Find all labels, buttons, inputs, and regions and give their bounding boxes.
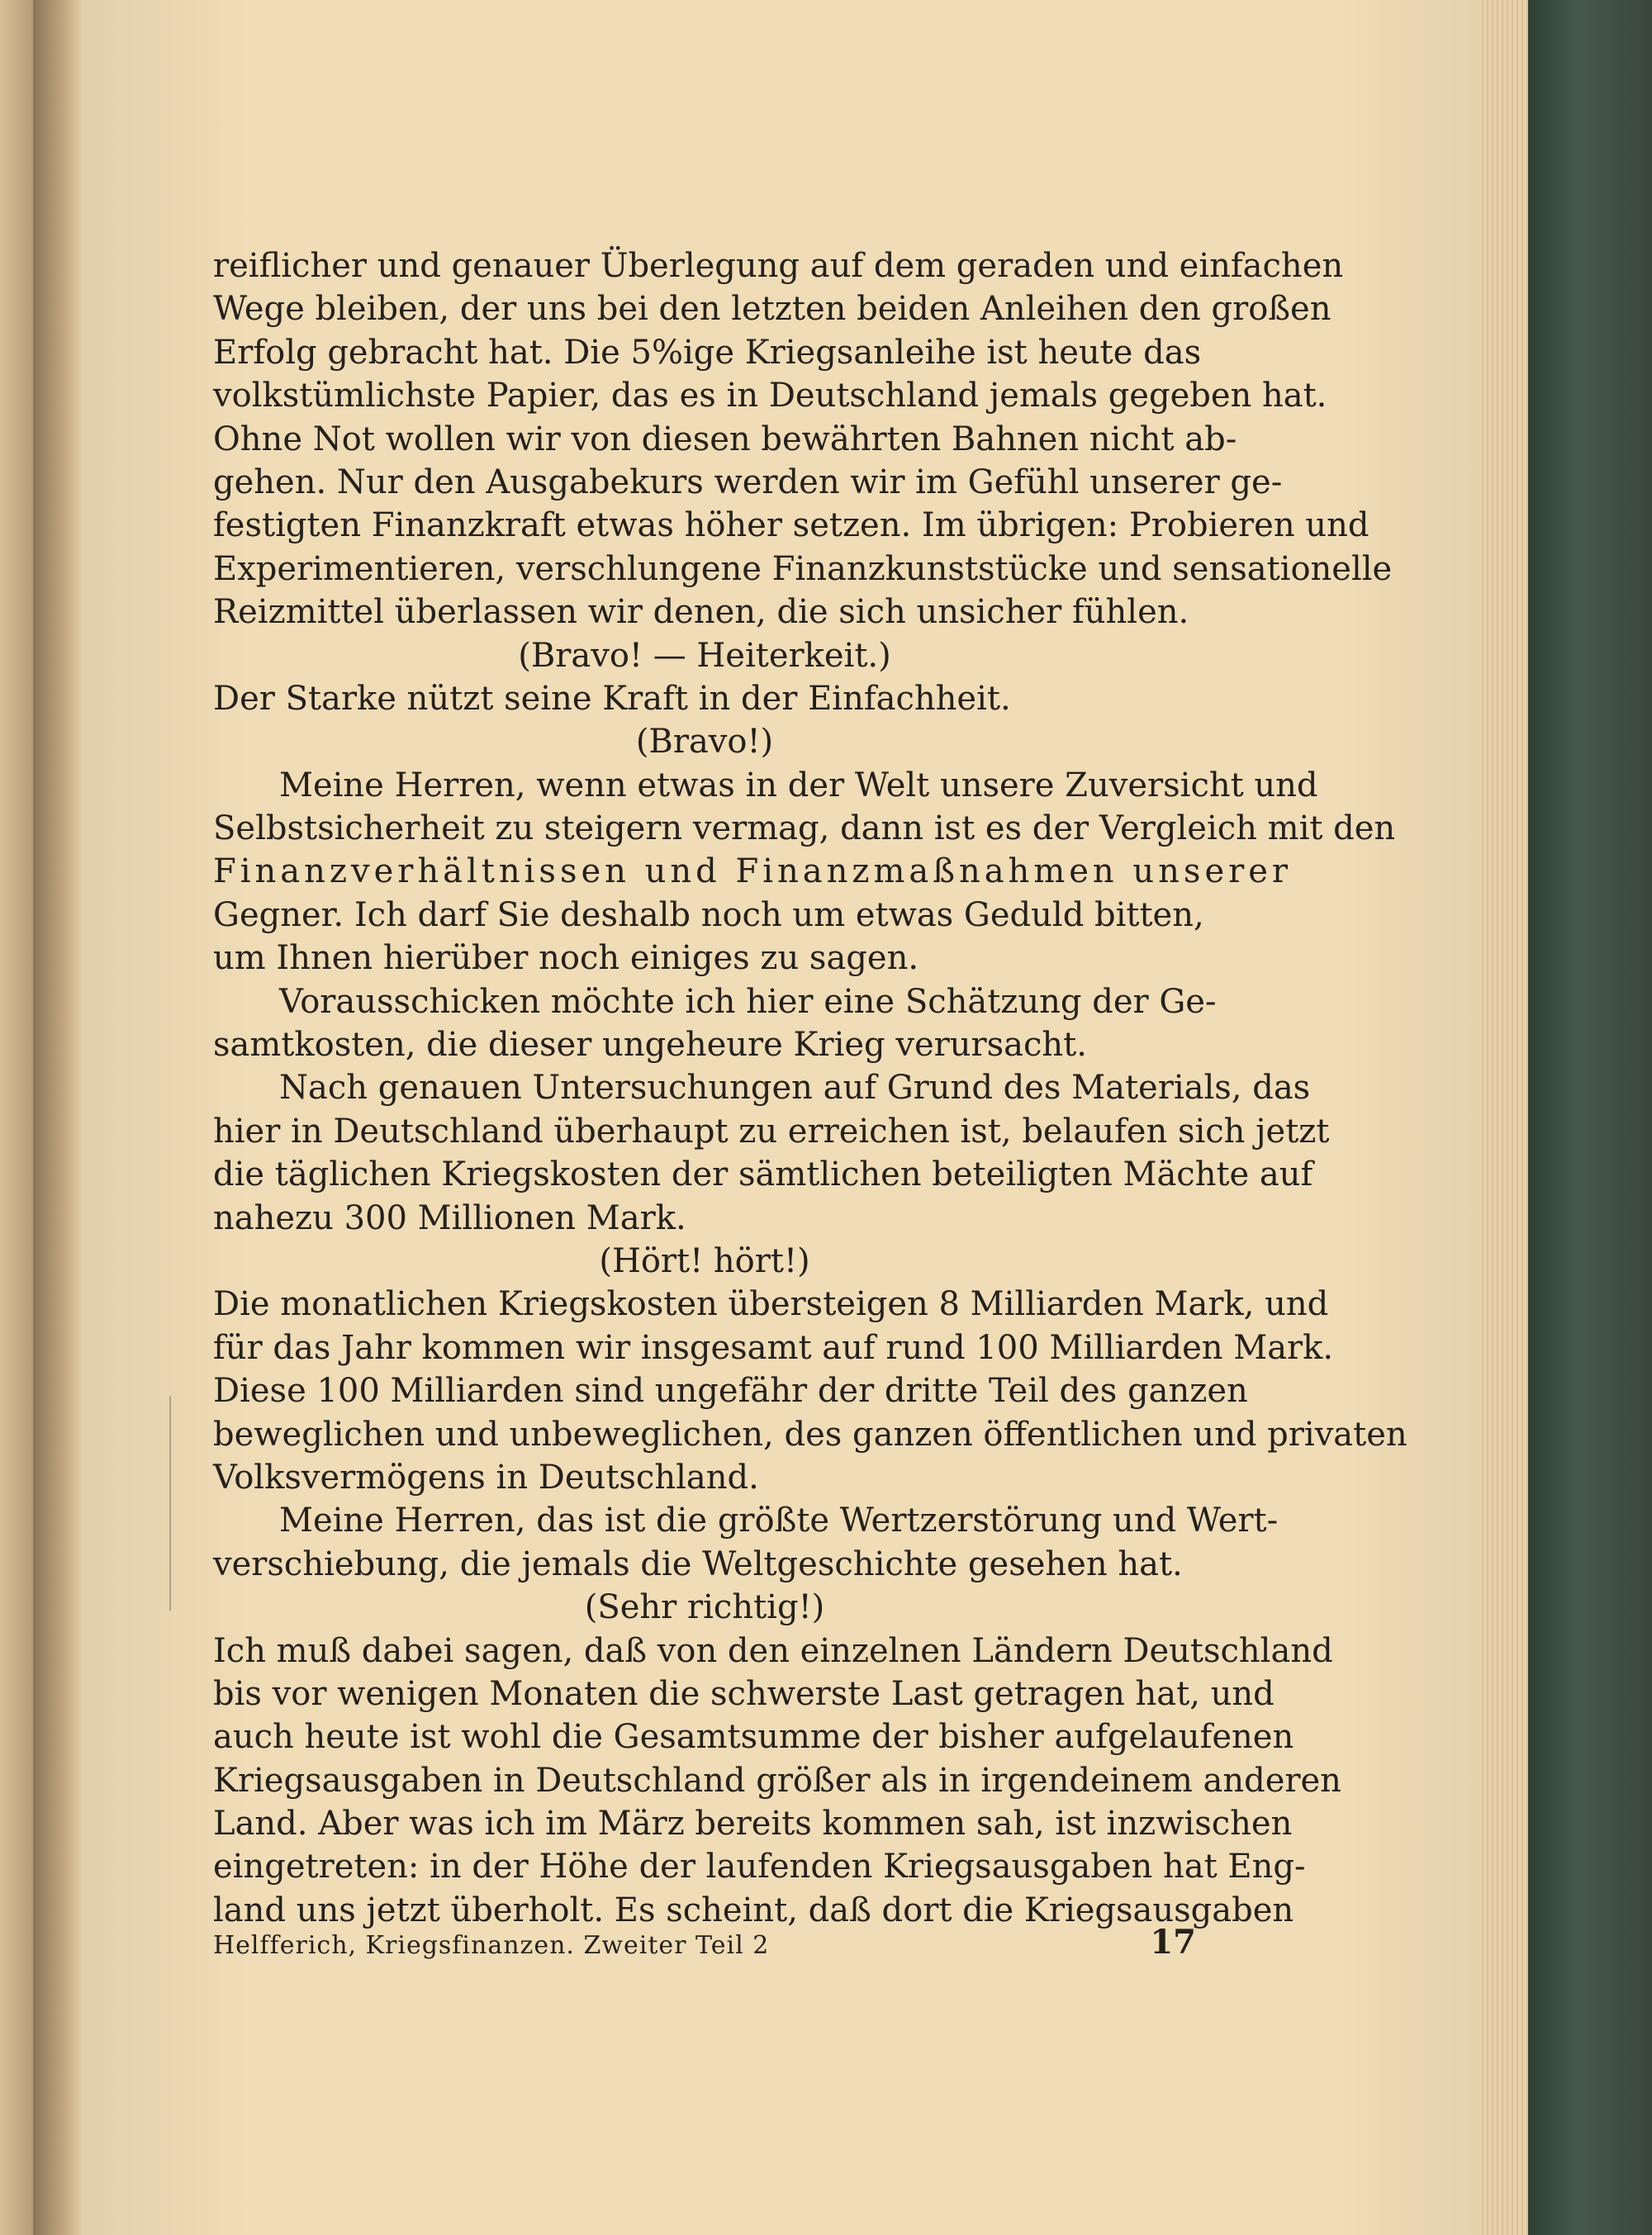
left-page-edge <box>0 0 33 2235</box>
signature-line: Helfferich, Kriegsfinanzen. Zweiter Teil 2 <box>213 1931 770 1960</box>
text-line: Meine Herren, das ist die größte Wertzerstörung und Wert- <box>279 1502 1279 1540</box>
text-line: (Hört! hört!) <box>599 1241 810 1280</box>
text-line: festigten Finanzkraft etwas höher setzen. Im übrigen: Probieren und <box>213 506 1370 545</box>
text-line: Land. Aber was ich im März bereits kommen sah, ist inzwischen <box>213 1805 1293 1844</box>
text-line: verschiebung, die jemals die Weltgeschichte gesehen hat. <box>213 1545 1183 1583</box>
text-line: Der Starke nützt seine Kraft in der Einfachheit. <box>213 679 1011 718</box>
text-line: Reizmittel überlassen wir denen, die sich unsicher fühlen. <box>213 593 1189 632</box>
book-cover <box>1528 0 1652 2235</box>
text-line: Volksvermögens in Deutschland. <box>213 1458 759 1497</box>
margin-pencil-mark <box>169 1396 171 1611</box>
text-line: Die monatlichen Kriegskosten übersteigen 8 Milliarden Mark, und <box>213 1285 1329 1324</box>
text-line: Experimentieren, verschlungene Finanzkunststücke und sensationelle <box>213 549 1393 588</box>
text-line: Ohne Not wollen wir von diesen bewährten Bahnen nicht ab- <box>213 420 1237 458</box>
text-line: beweglichen und unbeweglichen, des ganzen öffentlichen und privaten <box>213 1415 1408 1454</box>
text-line: Vorausschicken möchte ich hier eine Schätzung der Ge- <box>279 982 1217 1021</box>
text-line: (Bravo! — Heiterkeit.) <box>518 636 891 675</box>
text-line: (Bravo!) <box>635 723 774 762</box>
text-line: hier in Deutschland überhaupt zu erreichen ist, belaufen sich jetzt <box>213 1112 1330 1151</box>
text-line: um Ihnen hierüber noch einiges zu sagen. <box>213 939 919 978</box>
body-text <box>213 244 1408 1932</box>
text-line: die täglichen Kriegskosten der sämtlichen beteiligten Mächte auf <box>213 1155 1313 1194</box>
text-line: Ich muß dabei sagen, daß von den einzelnen Ländern Deutschland <box>213 1631 1333 1670</box>
text-line: Selbstsicherheit zu steigern vermag, dann ist es der Vergleich mit den <box>213 809 1396 848</box>
page-footer <box>213 1923 1196 1964</box>
page-edges <box>1479 0 1528 2235</box>
text-line: Finanzverhältnissen und Finanzmaßnahmen unserer <box>213 852 1293 891</box>
text-line: Diese 100 Milliarden sind ungefähr der dritte Teil des ganzen <box>213 1372 1248 1411</box>
text-line: samtkosten, die dieser ungeheure Krieg verursacht. <box>213 1026 1087 1065</box>
text-line: land uns jetzt überholt. Es scheint, daß dort die Kriegsausgaben <box>213 1891 1294 1929</box>
text-line: volkstümlichste Papier, das es in Deutschland jemals gegeben hat. <box>213 377 1327 415</box>
text-line: reiflicher und genauer Überlegung auf dem geraden und einfachen <box>213 247 1344 285</box>
text-line: gehen. Nur den Ausgabekurs werden wir im Gefühl unserer ge- <box>213 463 1283 501</box>
text-line: für das Jahr kommen wir insgesamt auf rund 100 Milliarden Mark. <box>213 1328 1334 1367</box>
text-line: Meine Herren, wenn etwas in der Welt unsere Zuversicht und <box>279 766 1318 804</box>
text-line: auch heute ist wohl die Gesamtsumme der bisher aufgelaufenen <box>213 1718 1294 1757</box>
text-line: Nach genauen Untersuchungen auf Grund des Materials, das <box>279 1069 1311 1108</box>
text-line: (Sehr richtig!) <box>584 1588 825 1627</box>
text-line: bis vor wenigen Monaten die schwerste Last getragen hat, und <box>213 1674 1275 1713</box>
text-line: eingetreten: in der Höhe der laufenden Kriegsausgaben hat Eng- <box>213 1848 1306 1886</box>
text-line: Kriegsausgaben in Deutschland größer als in irgendeinem anderen <box>213 1761 1341 1800</box>
text-line: Erfolg gebracht hat. Die 5%ige Kriegsanleihe ist heute das <box>213 333 1202 372</box>
text-line: Wege bleiben, der uns bei den letzten beiden Anleihen den großen <box>213 290 1332 329</box>
text-line: Gegner. Ich darf Sie deshalb noch um etwas Geduld bitten, <box>213 895 1204 934</box>
text-line: nahezu 300 Millionen Mark. <box>213 1198 686 1237</box>
page-number: 17 <box>1150 1923 1196 1962</box>
book-gutter <box>33 0 83 2235</box>
